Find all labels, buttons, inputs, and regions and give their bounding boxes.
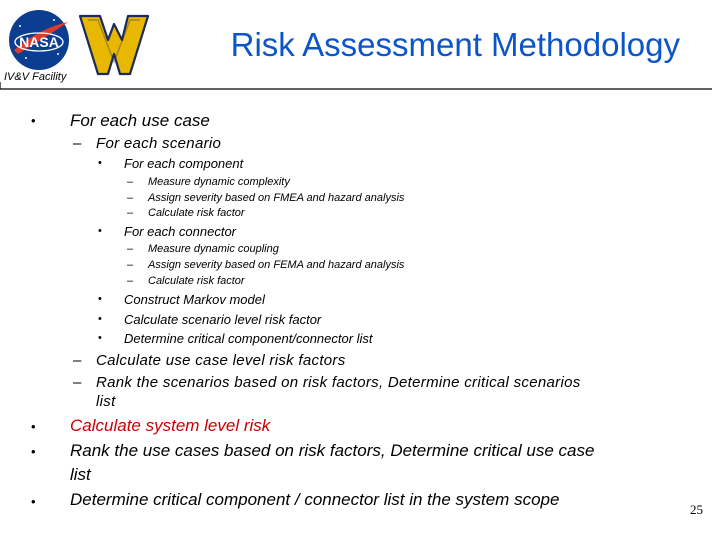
system-risk-heading: Calculate system level risk (70, 416, 271, 435)
bullet-marker: • (31, 113, 36, 128)
page-title: Risk Assessment Methodology (230, 26, 680, 63)
bullet-marker: • (31, 494, 36, 509)
bullet-marker: • (98, 313, 102, 325)
use-case-step: Calculate use case level risk factors (96, 352, 346, 369)
wvu-logo (78, 10, 150, 80)
use-case-step: Rank the scenarios based on risk factors, Determine critical scenarios (96, 374, 581, 391)
header-divider (0, 82, 712, 92)
system-step-continuation: list (70, 465, 91, 484)
system-step: Determine critical component / connector list in the system scope (70, 490, 560, 509)
dash-marker: – (73, 135, 82, 152)
dash-marker: – (127, 207, 134, 219)
scenario-step: Construct Markov model (124, 292, 265, 307)
bullet-marker: • (98, 293, 102, 305)
dash-marker: – (73, 374, 82, 391)
dash-marker: – (127, 176, 134, 188)
use-case-heading: For each use case (70, 111, 210, 130)
nasa-logo-text: NASA (19, 34, 59, 50)
connector-heading: For each connector (124, 224, 237, 239)
dash-marker: – (127, 275, 134, 287)
system-step: Rank the use cases based on risk factors, Determine critical use case (70, 441, 595, 460)
component-item: Measure dynamic complexity (148, 176, 290, 188)
nasa-logo (6, 8, 72, 72)
component-item: Assign severity based on FMEA and hazard analysis (148, 192, 405, 204)
bullet-marker: • (31, 419, 36, 434)
scenario-step: Calculate scenario level risk factor (124, 312, 322, 327)
dash-marker: – (73, 352, 82, 369)
bullet-marker: • (98, 332, 102, 344)
dash-marker: – (127, 259, 134, 271)
scenario-heading: For each scenario (96, 135, 222, 152)
component-item: Calculate risk factor (148, 207, 245, 219)
bullet-marker: • (98, 157, 102, 169)
connector-item: Measure dynamic coupling (148, 243, 279, 255)
dash-marker: – (127, 243, 134, 255)
connector-item: Calculate risk factor (148, 275, 245, 287)
use-case-step-continuation: list (96, 393, 116, 410)
facility-label: IV&V Facility (4, 71, 67, 83)
bullet-marker: • (31, 444, 36, 459)
scenario-step: Determine critical component/connector list (124, 331, 373, 346)
component-heading: For each component (124, 156, 244, 171)
dash-marker: – (127, 192, 134, 204)
page-number: 25 (690, 502, 703, 517)
bullet-marker: • (98, 225, 102, 237)
connector-item: Assign severity based on FEMA and hazard analysis (148, 259, 405, 271)
